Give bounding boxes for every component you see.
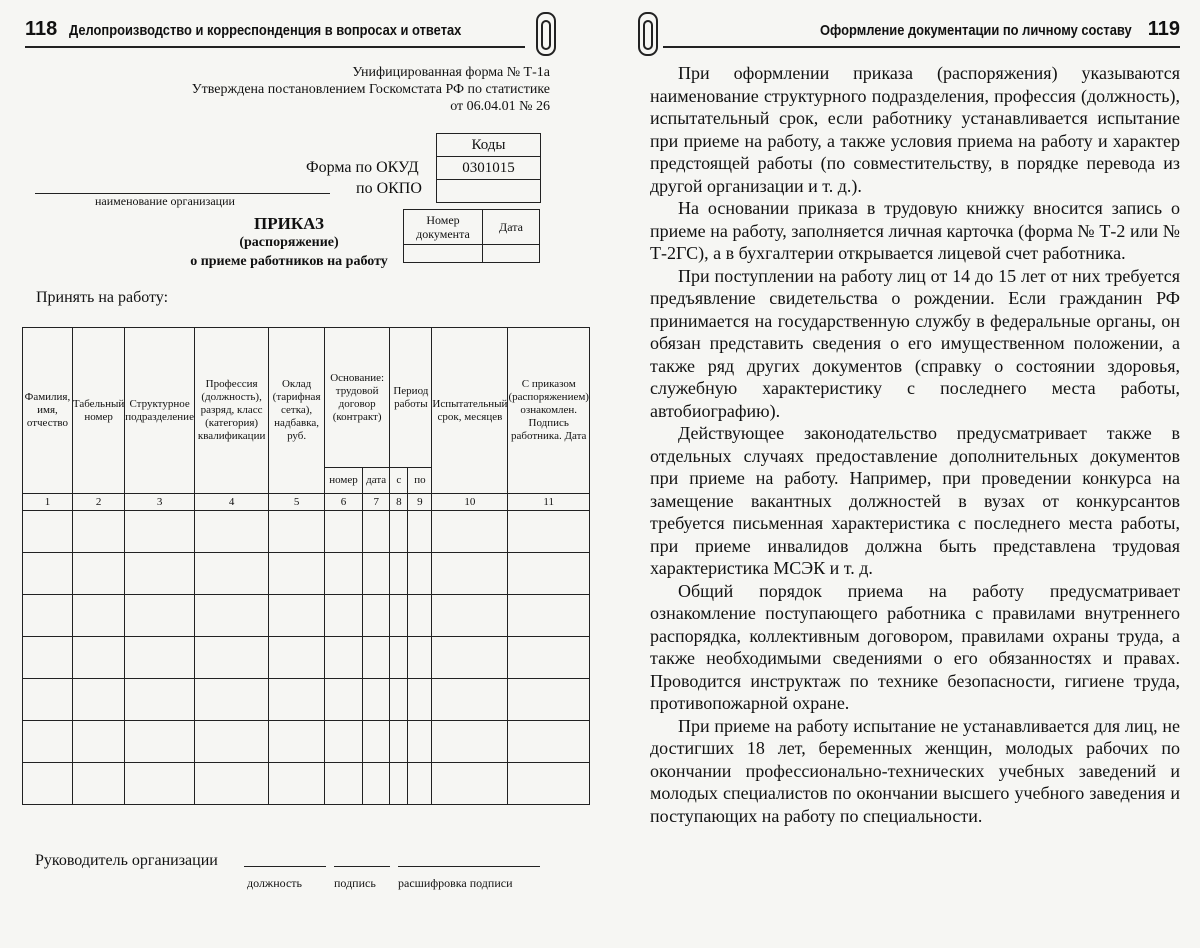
order-heading (175, 214, 403, 271)
index-cell: 7 (363, 494, 390, 511)
table-cell (269, 511, 325, 553)
table-cell (363, 511, 390, 553)
subheader-date: дата (363, 468, 390, 494)
table-cell (23, 595, 73, 637)
table-cell (408, 721, 432, 763)
sig-caption-decode: расшифровка подписи (398, 876, 513, 890)
index-cell: 4 (194, 494, 268, 511)
table-cell (269, 763, 325, 805)
paragraph: При оформлении приказа (распоряжения) указываются наименование структурного подразделения, профессия (должность), испытательный срок, если работнику устанавливается испытание при приеме на работу, а также условия приема на работу и характер предстоящей работы (по совместительству, в порядке перевода из другой организации и т. д.). (650, 63, 1180, 196)
approved-line: Утверждена постановлением Госкомстата РФ по статистике (191, 82, 550, 97)
table-cell (432, 637, 508, 679)
header-salary: Оклад (тарифная сетка), надбавка, руб. (269, 328, 325, 494)
table-cell (390, 595, 408, 637)
table-cell (125, 763, 195, 805)
subheader-to: по (408, 468, 432, 494)
table-cell (432, 553, 508, 595)
sig-caption-signature: подпись (334, 876, 376, 890)
paragraph: При приеме на работу испытание не устанавливается для лиц, не достигших 18 лет, беременных женщин, молодых рабочих по окончании профессионально-технических учебных заведений и молодых специалистов по окончании высшего учебного заведения и поступающих на работу по специальности. (650, 715, 1180, 826)
order-title: ПРИКАЗ (254, 214, 324, 233)
table-cell (408, 679, 432, 721)
table-cell (390, 721, 408, 763)
table-cell (324, 679, 362, 721)
doc-date-label: Дата (483, 210, 540, 245)
table-cell (23, 511, 73, 553)
table-cell (390, 637, 408, 679)
table-cell (125, 721, 195, 763)
index-cell: 5 (269, 494, 325, 511)
table-row (23, 553, 590, 595)
table-cell (363, 679, 390, 721)
header-basis: Основание: трудовой договор (контракт) (324, 328, 389, 468)
paragraph: При поступлении на работу лиц от 14 до 15 лет от них требуется предъявление свидетельства о рождении. Если гражданин РФ принимается на государственную службу в федеральные органы, он обязан представить сведения о его имущественном положении, а также ряд других документов (справку о состоянии здоровья, служебную характеристику с последнего места работы, автобиографию). (650, 265, 1180, 421)
table-cell (390, 763, 408, 805)
table-cell (269, 553, 325, 595)
form-name: Унифицированная форма № Т-1а (352, 65, 550, 80)
table-cell (408, 511, 432, 553)
table-row (23, 721, 590, 763)
running-title-right: Оформление документации по личному составу (820, 22, 1132, 39)
doc-number-cell (404, 245, 483, 263)
index-cell: 1 (23, 494, 73, 511)
table-row (23, 595, 590, 637)
table-cell (508, 679, 590, 721)
table-cell (363, 595, 390, 637)
header-profession: Профессия (должность), разряд, класс (категория) квалификации (194, 328, 268, 494)
table-cell (432, 721, 508, 763)
table-cell (324, 763, 362, 805)
table-cell (125, 553, 195, 595)
table-cell (390, 511, 408, 553)
table-cell (508, 721, 590, 763)
codes-header: Коды (437, 134, 541, 157)
running-title-left: Делопроизводство и корреспонденция в вопросах и ответах (69, 22, 462, 39)
table-cell (23, 553, 73, 595)
table-cell (125, 595, 195, 637)
right-page (605, 0, 1200, 948)
header-division: Структурное подразделение (125, 328, 195, 494)
codes-table (436, 133, 541, 203)
table-cell (194, 763, 268, 805)
table-cell (72, 553, 124, 595)
table-cell (72, 511, 124, 553)
table-cell (194, 637, 268, 679)
table-cell (269, 721, 325, 763)
table-cell (363, 637, 390, 679)
table-cell (72, 679, 124, 721)
index-cell: 11 (508, 494, 590, 511)
table-cell (508, 637, 590, 679)
subheader-number: номер (324, 468, 362, 494)
table-cell (72, 763, 124, 805)
order-about: о приеме работников на работу (190, 254, 388, 269)
table-cell (324, 637, 362, 679)
table-cell (269, 637, 325, 679)
page-number-left: 118 (25, 18, 58, 40)
table-cell (363, 763, 390, 805)
table-cell (432, 595, 508, 637)
table-cell (269, 679, 325, 721)
paragraph: Общий порядок приема на работу предусматривает ознакомление поступающего работника с правилами внутреннего распорядка, коллективным договором, правилами охраны труда, а также необходимыми сведениями о его обязанностях и правах. Проводится инструктаж по технике безопасности, гигиене труда, противопожарной охране. (650, 580, 1180, 713)
doc-date-cell (483, 245, 540, 263)
okud-label: Форма по ОКУД (306, 159, 419, 176)
table-cell (194, 511, 268, 553)
table-cell (125, 637, 195, 679)
subheader-from: с (390, 468, 408, 494)
table-cell (194, 553, 268, 595)
table-row (23, 679, 590, 721)
table-cell (269, 595, 325, 637)
table-cell (125, 511, 195, 553)
table-cell (324, 721, 362, 763)
table-cell (324, 553, 362, 595)
table-cell (72, 721, 124, 763)
okpo-value (437, 180, 541, 203)
table-cell (194, 679, 268, 721)
sig-line-position (244, 866, 326, 867)
doc-number-label: Номер документа (404, 210, 483, 245)
running-head-right (663, 16, 1180, 48)
paperclip-icon (536, 12, 556, 56)
sig-line-signature (334, 866, 390, 867)
index-cell: 10 (432, 494, 508, 511)
table-cell (408, 553, 432, 595)
order-subtitle: (распоряжение) (239, 235, 339, 250)
index-cell: 2 (72, 494, 124, 511)
table-cell (23, 763, 73, 805)
org-caption: наименование организации (95, 194, 235, 208)
page-number-right: 119 (1147, 18, 1180, 40)
table-row (23, 763, 590, 805)
table-cell (508, 595, 590, 637)
table-cell (363, 721, 390, 763)
table-row (23, 637, 590, 679)
table-row (23, 511, 590, 553)
table-cell (324, 595, 362, 637)
paragraph: Действующее законодательство предусматривает также в отдельных случаях предоставление дополнительных документов при приеме на работу. Например, при проведении конкурса на замещение вакантных должностей в вузах от конкурсантов требуется письменная характеристика с последнего места работы, при приеме инвалидов должна быть представлена трудовая характеристика МСЭК и т. д. (650, 423, 1180, 578)
header-trial: Испытательный срок, месяцев (432, 328, 508, 494)
table-cell (432, 679, 508, 721)
paperclip-icon (638, 12, 658, 56)
table-cell (72, 595, 124, 637)
sig-line-decode (398, 866, 540, 867)
okpo-label: по ОКПО (356, 180, 422, 197)
table-cell (432, 763, 508, 805)
accept-label: Принять на работу: (36, 289, 169, 306)
index-cell: 6 (324, 494, 362, 511)
index-row (23, 494, 590, 511)
table-cell (194, 721, 268, 763)
sig-caption-position: должность (247, 876, 302, 890)
header-period: Период работы (390, 328, 432, 468)
table-cell (408, 637, 432, 679)
table-cell (23, 637, 73, 679)
running-head-left (25, 16, 525, 48)
table-cell (390, 679, 408, 721)
left-page (0, 0, 590, 948)
okud-value: 0301015 (437, 157, 541, 180)
body-text (650, 62, 1180, 827)
table-cell (408, 595, 432, 637)
index-cell: 3 (125, 494, 195, 511)
hire-table (22, 327, 590, 805)
signer-label: Руководитель организации (35, 852, 218, 869)
header-fio: Фамилия, имя, отчество (23, 328, 73, 494)
table-cell (194, 595, 268, 637)
header-signature: С приказом (распоряжением) ознакомлен. Подпись работника. Дата (508, 328, 590, 494)
paragraph: На основании приказа в трудовую книжку вносится запись о приеме на работу, заполняется личная карточка (форма № Т-2 или № Т-2ГС), а в бухгалтерии открывается лицевой счет работника. (650, 198, 1180, 263)
table-cell (363, 553, 390, 595)
empty-rows (23, 511, 590, 805)
header-tab-number: Табельный номер (72, 328, 124, 494)
index-cell: 9 (408, 494, 432, 511)
table-cell (408, 763, 432, 805)
table-cell (508, 511, 590, 553)
table-cell (324, 511, 362, 553)
table-cell (508, 763, 590, 805)
table-cell (508, 553, 590, 595)
table-cell (125, 679, 195, 721)
approved-date: от 06.04.01 № 26 (450, 99, 550, 114)
index-cell: 8 (390, 494, 408, 511)
table-cell (390, 553, 408, 595)
number-date-table (403, 209, 540, 263)
table-cell (23, 679, 73, 721)
table-cell (432, 511, 508, 553)
table-cell (23, 721, 73, 763)
table-cell (72, 637, 124, 679)
